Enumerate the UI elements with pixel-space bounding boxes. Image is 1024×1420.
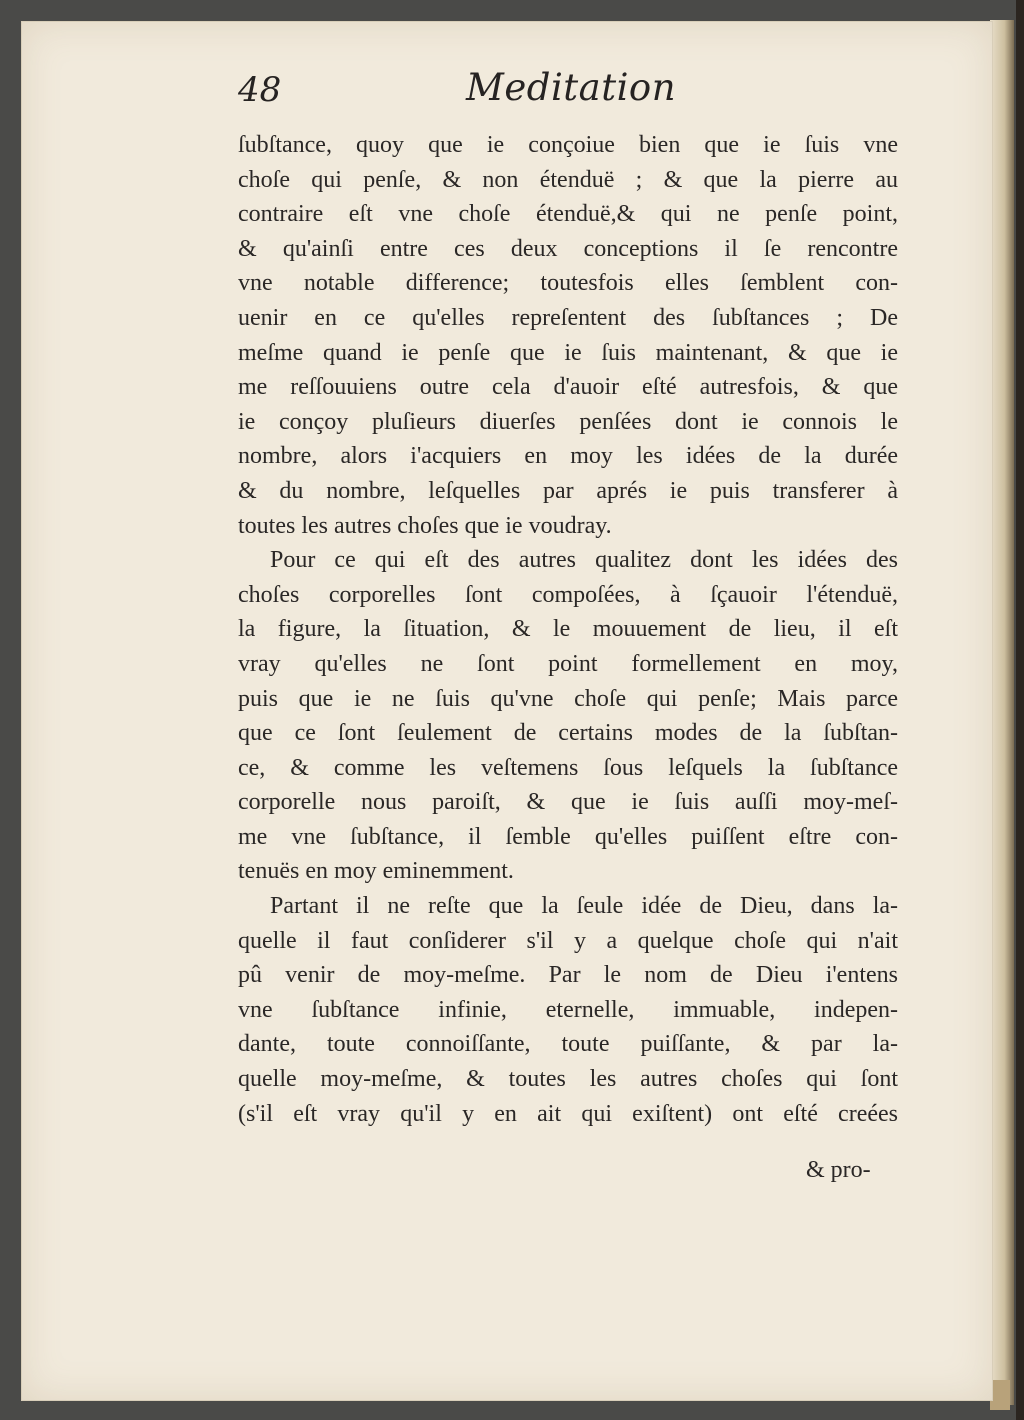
text-line: (s'il eſt vray qu'il y en ait qui exiſtent) ont eſté creées [238,1100,898,1127]
page-number: 48 [238,70,282,110]
text-line: que ce ſont ſeulement de certains modes de la ſubſtan- [238,720,898,747]
book-page-edges-bottom [990,1380,1010,1410]
text-line: vray qu'elles ne ſont point formellement en moy, [238,650,898,677]
text-line: choſes corporelles ſont compoſées, à ſçauoir l'étenduë, [238,581,898,608]
text-line: puis que ie ne ſuis qu'vne choſe qui penſe; Mais parce [238,685,898,712]
catchword: & pro- [806,1157,871,1183]
page-header [238,66,898,116]
text-line: meſme quand ie penſe que ie ſuis maintenant, & que ie [238,339,898,366]
text-line: vne ſubſtance infinie, eternelle, immuable, indepen- [238,996,898,1023]
text-line: pû venir de moy-meſme. Par le nom de Dieu i'entens [238,962,898,989]
text-line: quelle moy-meſme, & toutes les autres choſes qui ſont [238,1066,898,1093]
text-line: uenir en ce qu'elles repreſentent des ſubſtances ; De [238,304,898,331]
text-line: toutes les autres choſes que ie voudray. [238,512,612,539]
book-binding-shadow [1016,0,1024,1420]
text-line: corporelle nous paroiſt, & que ie ſuis auſſi moy-meſ- [238,789,898,816]
text-line: la figure, la ſituation, & le mouuement de lieu, il eſt [238,616,898,643]
text-line: vne notable difference; toutesfois elles ſemblent con- [238,270,898,297]
text-line: & qu'ainſi entre ces deux conceptions il ſe rencontre [238,235,898,262]
text-line: quelle il faut conſiderer s'il y a quelque choſe qui n'ait [238,927,898,954]
running-head: Meditation [466,66,677,109]
text-line: contraire eſt vne choſe étenduë,& qui ne penſe point, [238,201,898,228]
text-line: & du nombre, leſquelles par aprés ie puis transferer à [238,477,898,504]
text-line: nombre, alors i'acquiers en moy les idées de la durée [238,443,898,470]
text-line: ſubſtance, quoy que ie conçoiue bien que ie ſuis vne [238,132,898,158]
text-line: Pour ce qui eſt des autres qualitez dont les idées des [270,547,898,574]
text-line: tenuës en moy eminemment. [238,858,514,885]
text-line: me vne ſubſtance, il ſemble qu'elles puiſſent eſtre con- [238,823,898,850]
text-line: ie conçoy pluſieurs diuerſes penſées dont ie connois le [238,408,898,435]
text-line: ce, & comme les veſtemens ſous leſquels la ſubſtance [238,754,898,781]
text-line: Partant il ne reſte que la ſeule idée de Dieu, dans la- [270,893,898,920]
text-line: me reſſouuiens outre cela d'auoir eſté autresfois, & que [238,374,898,401]
text-line: choſe qui penſe, & non étenduë ; & que la pierre au [238,166,898,193]
body-text [238,128,898,1131]
text-line: dante, toute connoiſſante, toute puiſſante, & par la- [238,1031,898,1058]
book-page-edges [990,20,1014,1405]
